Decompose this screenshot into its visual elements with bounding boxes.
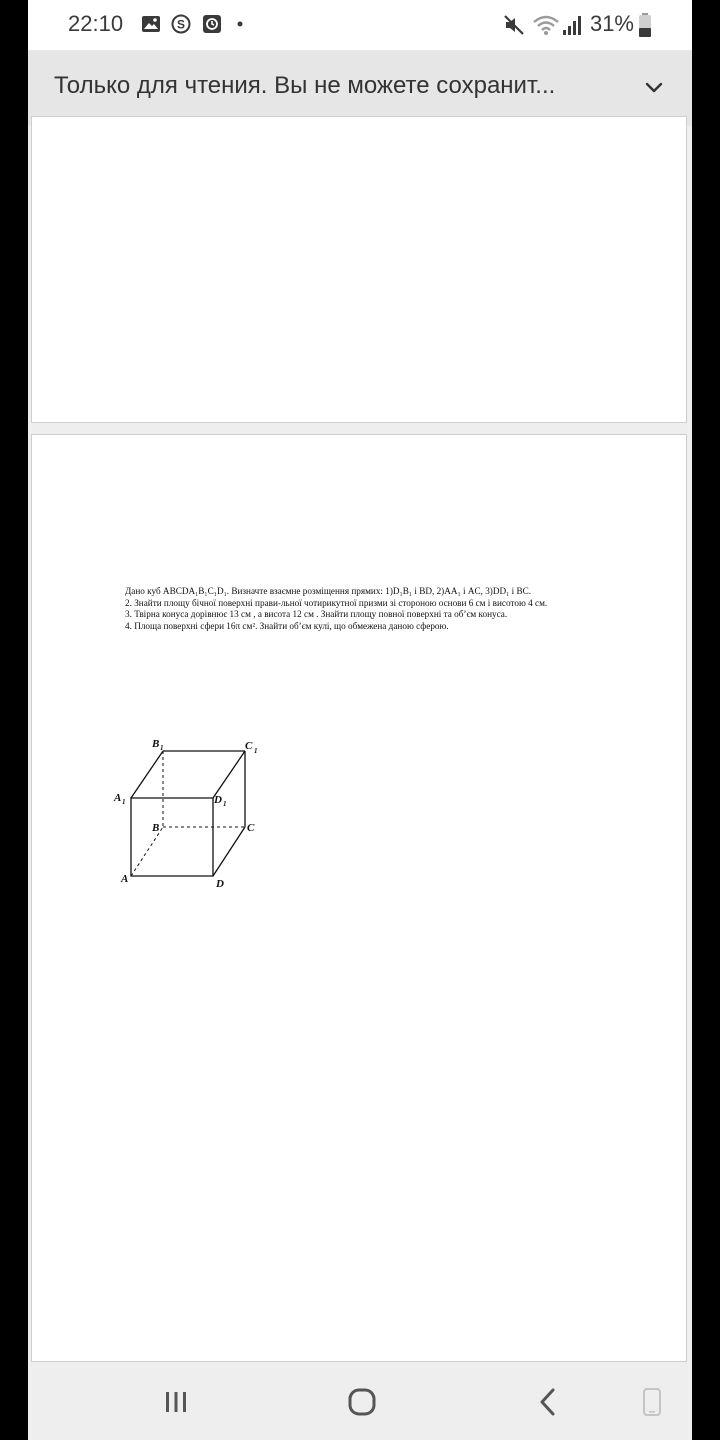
- label-a1: A: [114, 792, 122, 804]
- keyboard-icon[interactable]: [632, 1382, 672, 1422]
- task-1: Дано куб ABCDA₁B₁C₁D₁. Визначте взаємне розміщення прямих: 1)D₁B₁ і BD, 2)AA₁ і AC, 3)DD₁ і BC.: [125, 586, 532, 596]
- document-viewer[interactable]: [28, 126, 692, 1362]
- battery-percent: 31%: [589, 11, 634, 36]
- label-b1-sub: 1: [160, 744, 164, 752]
- task-2: 2. Знайти площу бічної поверхні прави-льної чотирикутної призми зі стороною основи 6 см і висотою 4 см.: [125, 597, 548, 608]
- banner-text: Только для чтения. Вы не можете сохранит...: [54, 72, 556, 99]
- status-bar: [28, 0, 692, 50]
- document-page-1: [31, 116, 687, 423]
- task-4: 4. Площа поверхні сфери 16π см². Знайти об’єм кулі, що обмежена даною сферою.: [125, 620, 449, 631]
- wifi-icon: [532, 13, 560, 37]
- cube-diagram: [108, 730, 268, 890]
- dot-icon: [236, 20, 244, 28]
- battery-icon: [638, 12, 652, 38]
- status-time: 22:10: [68, 11, 124, 36]
- label-d1: D: [214, 794, 222, 806]
- document-page-2: [31, 434, 687, 1362]
- read-only-banner[interactable]: [28, 50, 692, 126]
- navigation-bar: [28, 1362, 692, 1440]
- s-circle-icon: [171, 14, 191, 34]
- label-c1-sub: 1: [254, 747, 258, 755]
- label-c1: C: [245, 740, 253, 752]
- recent-apps-icon[interactable]: [156, 1382, 196, 1422]
- signal-icon: [562, 14, 582, 36]
- svg-text:S: S: [176, 17, 186, 32]
- task-list: [125, 586, 645, 632]
- screen: [28, 0, 692, 1440]
- clock-app-icon: [202, 14, 222, 34]
- back-icon[interactable]: [528, 1382, 568, 1422]
- chevron-down-icon[interactable]: [642, 76, 666, 100]
- label-a: A: [121, 873, 129, 885]
- label-d: D: [216, 878, 224, 890]
- label-a1-sub: 1: [122, 798, 126, 806]
- label-b: B: [152, 822, 160, 834]
- home-icon[interactable]: [342, 1382, 382, 1422]
- mute-icon: [502, 13, 526, 37]
- label-b1: B: [152, 738, 160, 750]
- image-icon: [141, 14, 161, 34]
- label-c: C: [247, 822, 255, 834]
- label-d1-sub: 1: [223, 800, 227, 808]
- task-3: 3. Твірна конуса дорівнює 13 см , а висота 12 см . Знайти площу повної поверхні та об’єм конуса.: [125, 609, 508, 619]
